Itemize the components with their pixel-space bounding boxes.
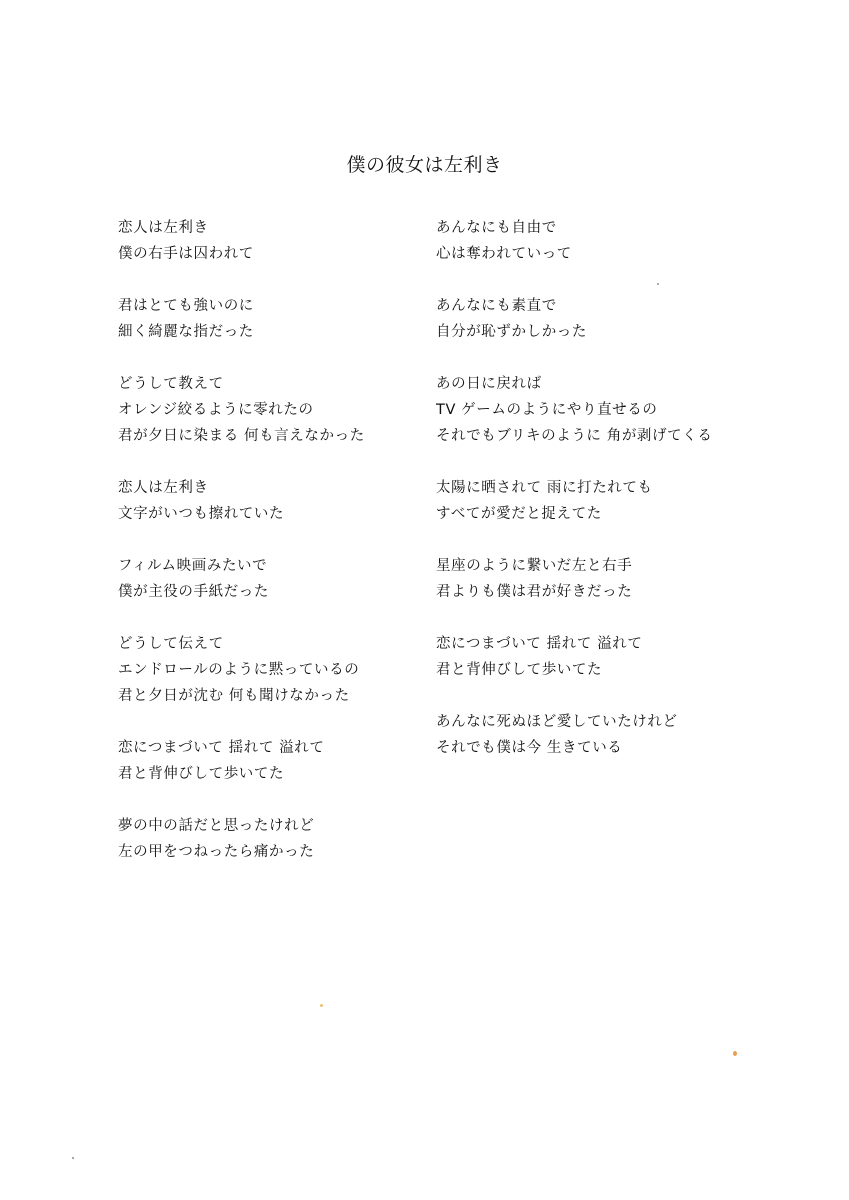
stanza — [118, 475, 418, 527]
lyric-line: あの日に戻れば — [436, 376, 542, 392]
lyric-line: 文字がいつも擦れていた — [118, 506, 285, 522]
lyric-line: 君と夕日が沈む 何も聞けなかった — [118, 688, 350, 704]
stanza — [436, 475, 756, 527]
stanza — [436, 709, 756, 761]
lyric-line: エンドロールのように黙っているの — [118, 662, 360, 678]
scan-speck — [733, 1051, 737, 1056]
lyric-line: 恋につまづいて 揺れて 溢れて — [118, 740, 325, 756]
lyrics-left-column — [118, 215, 418, 891]
lyric-line: 細く綺麗な指だった — [118, 324, 254, 340]
lyric-line: 自分が恥ずかしかった — [436, 324, 587, 340]
lyric-line: 君と背伸びして歩いてた — [118, 766, 285, 782]
lyric-line: 星座のように繋いだ左と右手 — [436, 558, 633, 574]
lyric-line: それでも僕は今 生きている — [436, 740, 623, 756]
stanza — [118, 215, 418, 267]
stanza — [118, 631, 418, 709]
lyric-line: 僕の右手は囚われて — [118, 246, 254, 262]
lyric-line: TV ゲームのようにやり直せるの — [436, 402, 658, 418]
lyric-line: 君と背伸びして歩いてた — [436, 662, 603, 678]
lyric-line: あんなにも素直で — [436, 298, 557, 314]
lyric-line: すべてが愛だと捉えてた — [436, 506, 602, 522]
lyric-line: 君よりも僕は君が好きだった — [436, 584, 633, 600]
stanza — [118, 553, 418, 605]
lyric-line: 恋につまづいて 揺れて 溢れて — [436, 636, 643, 652]
stanza — [436, 293, 756, 345]
stanza — [436, 631, 756, 683]
stanza — [118, 371, 418, 449]
lyric-line: どうして伝えて — [118, 636, 224, 652]
stanza — [436, 215, 756, 267]
lyric-line: それでもブリキのように 角が剥げてくる — [436, 428, 713, 444]
lyric-line: 恋人は左利き — [118, 220, 209, 236]
lyric-line: 太陽に晒されて 雨に打たれても — [436, 480, 653, 496]
lyric-line: フィルム映画みたいで — [118, 558, 268, 574]
stanza — [118, 735, 418, 787]
lyric-line: 左の甲をつねったら痛かった — [118, 844, 315, 860]
lyric-line: 君はとても強いのに — [118, 298, 254, 314]
scan-speck — [320, 1004, 323, 1007]
scan-speck — [72, 1157, 74, 1159]
stanza — [436, 553, 756, 605]
lyric-line: 僕が主役の手紙だった — [118, 584, 269, 600]
lyric-line: どうして教えて — [118, 376, 224, 392]
lyric-line: 君が夕日に染まる 何も言えなかった — [118, 428, 365, 444]
scan-speck — [657, 283, 659, 285]
lyric-line: 心は奪われていって — [436, 246, 572, 262]
stanza — [436, 371, 756, 449]
lyric-line: あんなにも自由で — [436, 220, 557, 236]
lyric-line: あんなに死ぬほど愛していたけれど — [436, 714, 678, 730]
stanza — [118, 293, 418, 345]
stanza — [118, 813, 418, 865]
lyric-line: 夢の中の話だと思ったけれど — [118, 818, 315, 834]
song-title: 僕の彼女は左利き — [346, 154, 503, 176]
lyrics-right-column — [436, 215, 756, 787]
lyric-line: 恋人は左利き — [118, 480, 209, 496]
lyric-line: オレンジ絞るように零れたの — [118, 402, 314, 418]
